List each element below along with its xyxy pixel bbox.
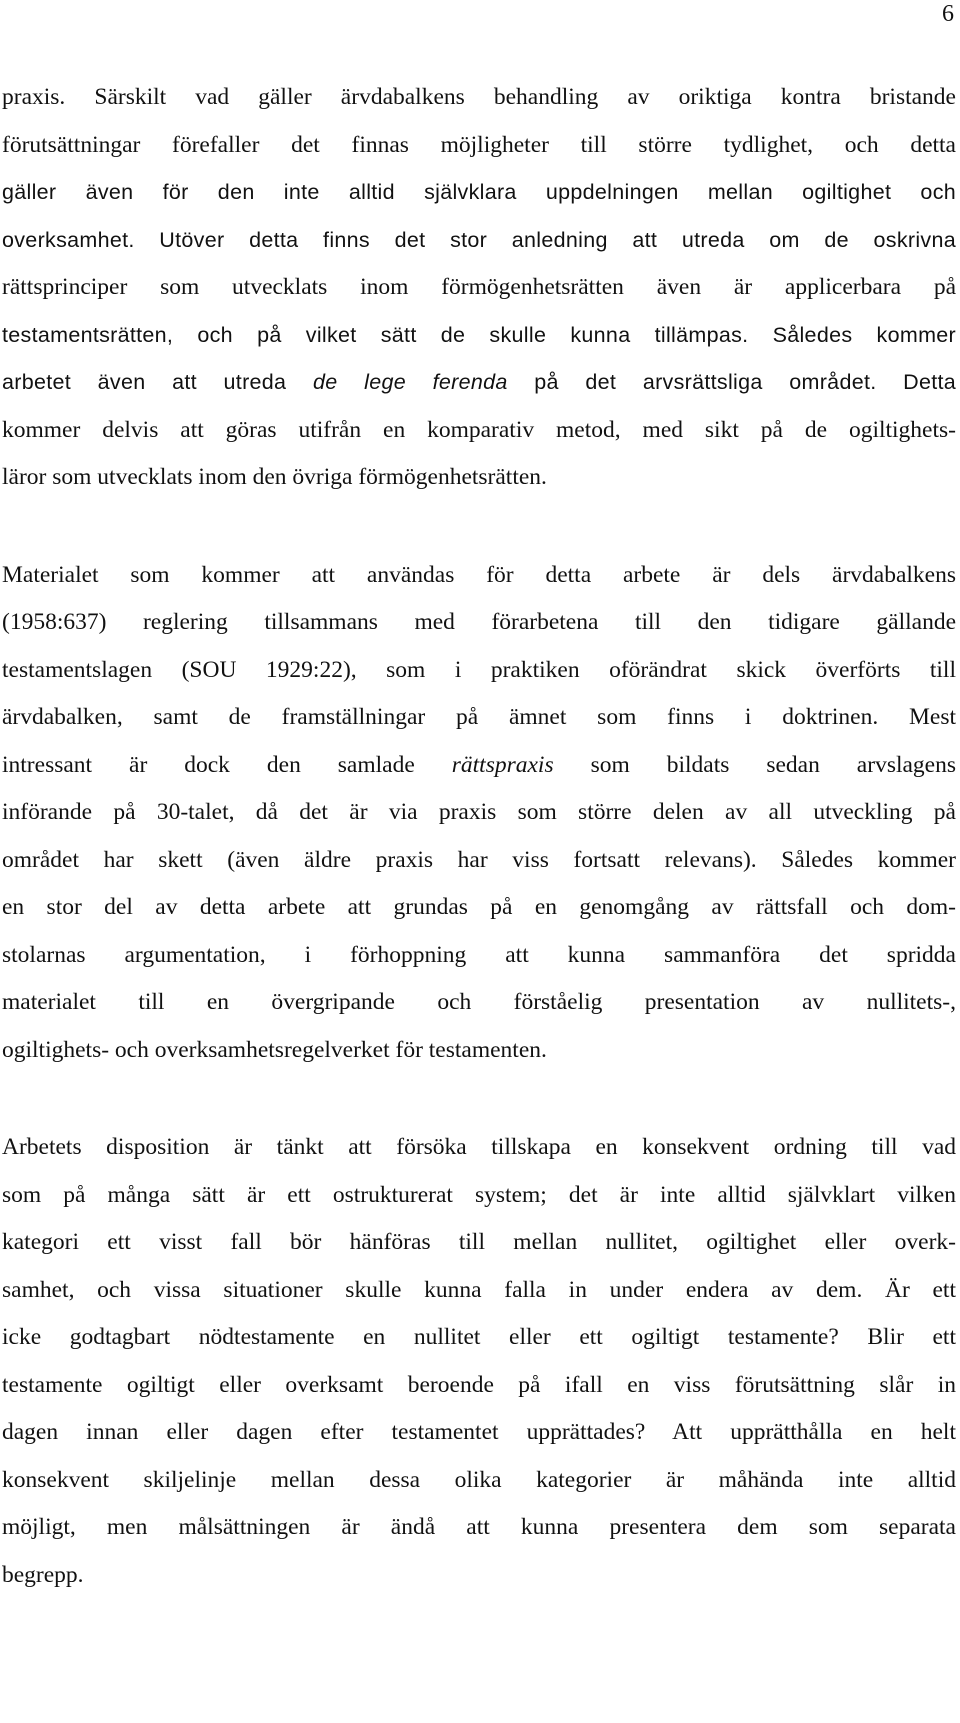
text-segment: intressant är dock den samlade [2,751,415,778]
text-line: en stor del av detta arbete att grundas på en genomgång av rättsfall och dom- [2,894,956,920]
text-line-mixed [2,359,956,407]
text-line: läror som utvecklats inom den övriga förmögenhetsrätten. [2,464,547,490]
text-line: ärvdabalken, samt de framställningar på ämnet som finns i doktrinen. Mest [2,704,956,730]
text-line: införande på 30-talet, då det är via praxis som större delen av all utveckling på [2,799,956,825]
text-line: testamentslagen (SOU 1929:22), som i praktiken oförändrat skick överförts till [2,656,956,683]
text-segment: på det arvsrättsliga området. Detta [534,370,957,394]
italic-term: rättspraxis [451,751,554,778]
text-line: icke godtagbart nödtestamente en nullitet eller ett ogiltigt testamente? Blir ett [2,1324,956,1350]
text-line: som på många sätt är ett ostrukturerat system; det är inte alltid självklart vilken [2,1181,956,1208]
text-segment: som bildats sedan arvslagens [590,751,956,778]
text-line: området har skett (även äldre praxis har viss fortsatt relevans). Således kommer [2,846,956,873]
text-line-mixed [2,742,956,790]
text-line: Materialet som kommer att användas för detta arbete är dels ärvdabalkens [2,561,956,588]
text-line: kommer delvis att göras utifrån en komparativ metod, med sikt på de ogiltighets- [2,416,956,443]
text-line: möjligt, men målsättningen är ändå att kunna presentera dem som separata [2,1514,956,1540]
paragraph-gap [2,1074,956,1124]
text-line: testamente ogiltigt eller overksamt beroende på ifall en viss förutsättning slår in [2,1371,956,1398]
text-line: stolarnas argumentation, i förhoppning att kunna sammanföra det spridda [2,941,956,968]
text-line: gäller även för den inte alltid självklara uppdelningen mellan ogiltighet och [2,180,956,204]
text-line: testamentsrätten, och på vilket sätt de skulle kunna tillämpas. Således kommer [2,322,956,347]
document-body [2,74,956,1599]
paragraph-2 [2,552,956,1075]
text-line: dagen innan eller dagen efter testamentet upprättades? Att upprätthålla en helt [2,1419,956,1445]
text-line: materialet till en övergripande och förståelig presentation av nullitets-, [2,989,956,1015]
paragraph-3 [2,1124,956,1599]
page-number: 6 [942,1,954,27]
text-line: samhet, och vissa situationer skulle kunna falla in under endera av dem. Är ett [2,1276,956,1303]
text-line: overksamhet. Utöver detta finns det stor anledning att utreda om de oskrivna [2,227,956,252]
text-line: (1958:637) reglering tillsammans med förarbetena till den tidigare gällande [2,609,956,635]
text-line: konsekvent skiljelinje mellan dessa olika kategorier är måhända inte alltid [2,1466,956,1493]
paragraph-gap [2,502,956,552]
text-line: praxis. Särskilt vad gäller ärvdabalkens behandling av oriktiga kontra bristande [2,84,956,110]
text-line: förutsättningar förefaller det finnas möjligheter till större tydlighet, och detta [2,131,956,158]
text-segment: arbetet även att utreda [2,370,287,394]
paragraph-1 [2,74,956,502]
text-line: kategori ett visst fall bör hänföras till mellan nullitet, ogiltighet eller overk- [2,1229,956,1255]
text-line: rättsprinciper som utvecklats inom förmögenhetsrätten även är applicerbara på [2,274,956,300]
text-line: ogiltighets- och overksamhetsregelverket för testamenten. [2,1036,547,1063]
italic-term: de lege ferenda [312,370,508,394]
text-line: Arbetets disposition är tänkt att försöka tillskapa en konsekvent ordning till vad [2,1134,956,1160]
text-line: begrepp. [2,1561,84,1588]
